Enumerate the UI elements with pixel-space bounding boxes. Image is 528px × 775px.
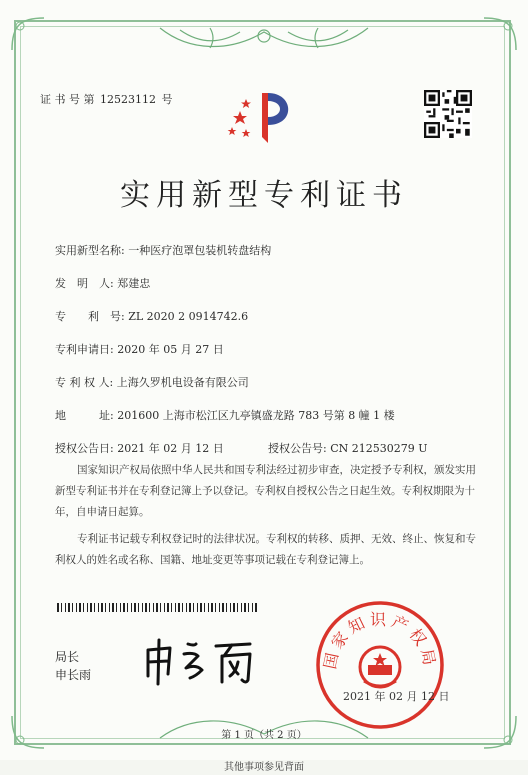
page-number: 第 1 页（共 2 页） — [221, 730, 307, 741]
national-emblem-icon — [360, 647, 400, 687]
director-name: 申长雨 — [55, 668, 92, 682]
certificate-title: 实用新型专利证书 — [120, 178, 408, 213]
field-application-date — [55, 341, 224, 357]
certificate-number-suffix: 号 — [161, 93, 173, 106]
field-label: 发 明 人: — [55, 277, 114, 290]
legal-paragraph-1: 国家知识产权局依照中华人民共和国专利法经过初步审查，决定授予专利权，颁发实用新型专利证书并在专利登记簿上予以登记。专利权自授权公告之日起生效。专利权期限为十年，自申请日起算。 — [55, 464, 476, 518]
field-grant-number — [268, 440, 428, 456]
field-utility-model-name — [55, 242, 271, 258]
field-value: 上海久罗机电设备有限公司 — [116, 376, 249, 389]
field-value: 一种医疗泡罩包装机转盘结构 — [128, 244, 272, 257]
top-ornament — [150, 22, 378, 56]
field-value: 2020 年 05 月 27 日 — [117, 343, 224, 356]
field-value: ZL 2020 2 0914742.6 — [128, 310, 249, 323]
field-label: 授权公告日: — [55, 442, 114, 455]
director-title: 局长 — [55, 650, 80, 664]
certificate-number-value: 12523112 — [100, 93, 156, 106]
corner-ornament-tl — [8, 14, 48, 54]
seal-date: 2021 年 02 月 12 日 — [343, 690, 450, 703]
field-label: 专 利 权 人: — [55, 376, 114, 389]
field-value: 201600 上海市松江区九亭镇盛龙路 783 号第 8 幢 1 楼 — [117, 409, 395, 422]
legal-paragraph-2: 专利证书记载专利权登记时的法律状况。专利权的转移、质押、无效、终止、恢复和专利权人的姓名或名称、国籍、地址变更等事项记载在专利登记簿上。 — [55, 533, 476, 566]
field-address — [55, 407, 395, 423]
official-seal — [312, 597, 448, 733]
certificate-number-label: 证 书 号 第 — [40, 93, 95, 106]
field-value: 郑建忠 — [117, 277, 151, 290]
field-value: CN 212530279 U — [330, 442, 428, 455]
barcode-icon — [57, 603, 257, 612]
field-patentee — [55, 374, 249, 390]
field-label: 授权公告号: — [268, 442, 327, 455]
field-value: 2021 年 02 月 12 日 — [117, 442, 224, 455]
certificate-number — [40, 91, 175, 107]
field-label: 专利申请日: — [55, 343, 114, 356]
field-inventor — [55, 275, 150, 291]
seal-text: 国家知识产权局 — [320, 610, 440, 671]
corner-ornament-tr — [480, 14, 520, 54]
field-grant-date — [55, 440, 224, 456]
field-label: 地 址: — [55, 409, 114, 422]
field-label: 实用新型名称: — [55, 244, 125, 257]
footer-note: 其他事项参见背面 — [224, 762, 304, 773]
field-label: 专 利 号: — [55, 310, 125, 323]
qr-code-icon — [424, 90, 472, 138]
cnipa-logo-icon — [224, 85, 304, 149]
field-patent-number — [55, 308, 248, 324]
director-signature — [138, 632, 268, 687]
